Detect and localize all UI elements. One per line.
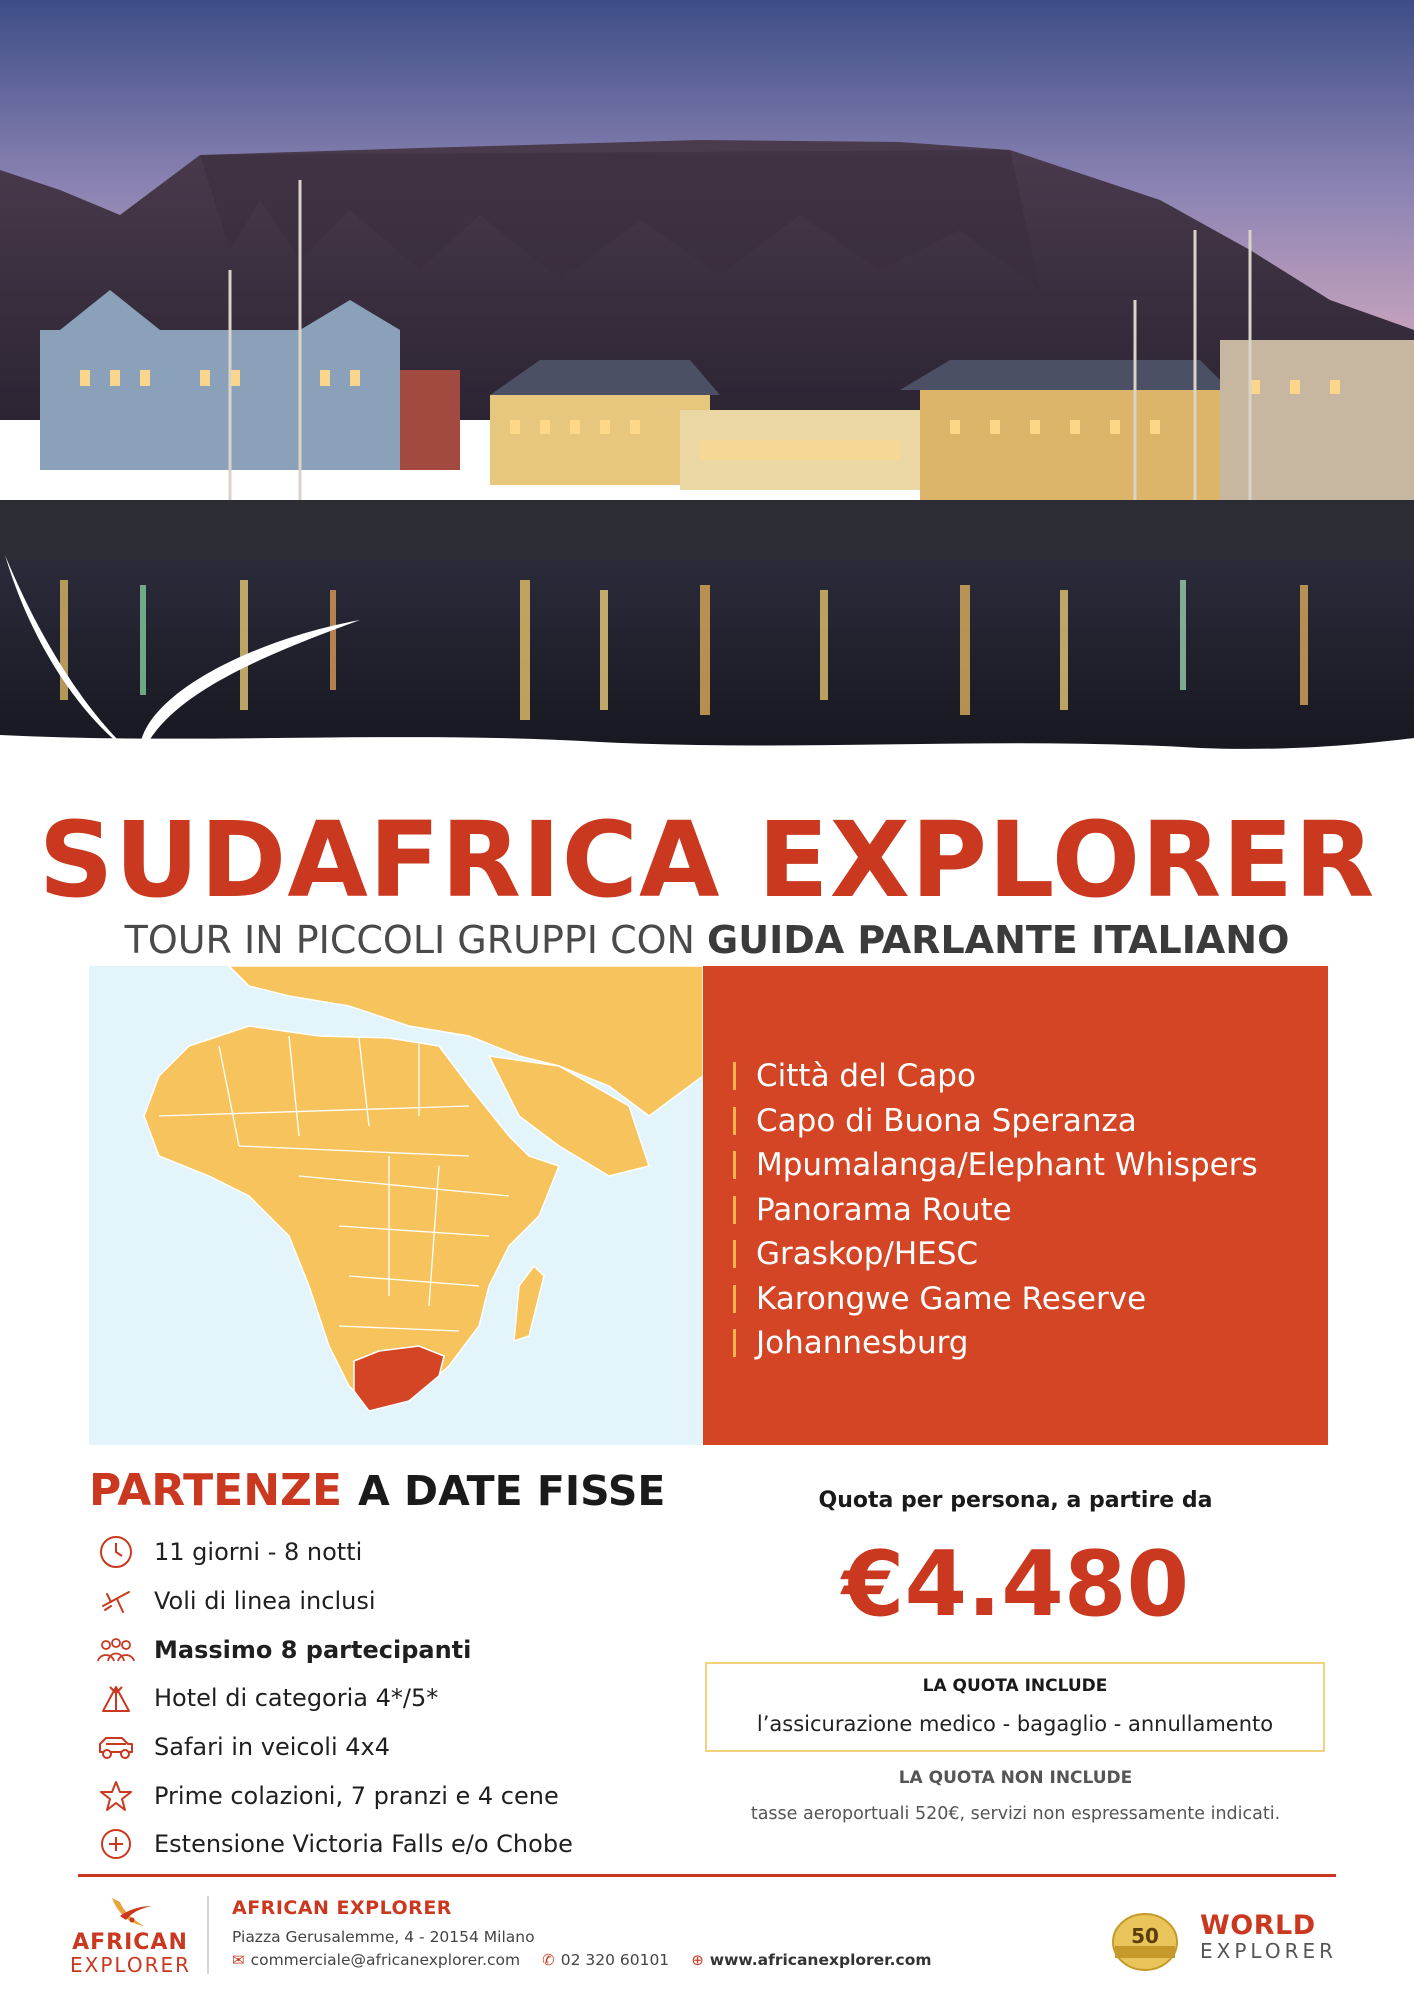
footer-contacts [232,1951,932,1969]
feature-item [96,1723,696,1772]
destination-label: Mpumalanga/Elephant Whispers [756,1147,1258,1184]
price-label: Quota per persona, a partire da [818,1488,1213,1513]
footer-company: AFRICAN EXPLORER [232,1897,452,1919]
destination-label: Panorama Route [756,1191,1012,1228]
departures-title-a: PARTENZE [89,1465,343,1516]
plane-icon [96,1581,136,1621]
page-subtitle [0,916,1414,964]
destination-label: Graskop/HESC [756,1236,979,1273]
feature-text: Hotel di categoria 4*/5* [154,1684,439,1713]
phone-icon: ✆ [542,1951,555,1969]
footer-address: Piazza Gerusalemme, 4 - 20154 Milano [232,1928,535,1946]
feature-text: Voli di linea inclusi [154,1587,376,1616]
africa-map [89,966,703,1445]
tent-icon [96,1678,136,1718]
group-icon [96,1630,136,1670]
plus-circle-icon [96,1824,136,1864]
feature-item [96,1674,696,1723]
departures-title-b: A DATE FISSE [358,1467,666,1515]
destination-item [733,1277,1328,1322]
excludes-title: LA QUOTA NON INCLUDE [898,1768,1133,1788]
feature-item [96,1528,696,1577]
destination-label: Città del Capo [756,1058,976,1095]
feature-text: Estensione Victoria Falls e/o Chobe [154,1830,573,1859]
footer-phone[interactable]: 02 320 60101 [560,1951,670,1969]
includes-box [705,1662,1325,1752]
footer-divider [78,1874,1336,1877]
destination-item [733,1321,1328,1366]
includes-title: LA QUOTA INCLUDE [922,1676,1108,1696]
destination-item [733,1232,1328,1277]
world-explorer-logo [1200,1910,1337,1980]
anniversary-badge [1105,1910,1185,1974]
badge-number: 50 [1131,1924,1159,1948]
feature-text: Massimo 8 partecipanti [154,1635,472,1664]
feature-text: Prime colazioni, 7 pranzi e 4 cene [154,1781,559,1810]
destination-item [733,1054,1328,1099]
subtitle-bold: GUIDA PARLANTE ITALIANO [707,918,1290,962]
partner-line2: EXPLORER [1200,1939,1337,1963]
destination-label: Karongwe Game Reserve [756,1280,1147,1317]
destinations-panel [703,966,1328,1445]
footer-website[interactable]: www.africanexplorer.com [709,1951,932,1969]
destination-label: Capo di Buona Speranza [756,1102,1137,1139]
feature-item [96,1771,696,1820]
feature-item [96,1820,696,1869]
star-icon [96,1776,136,1816]
car-icon [96,1727,136,1767]
email-icon: ✉ [232,1951,245,1969]
destination-item [733,1188,1328,1233]
logo-line2: EXPLORER [70,1953,191,1977]
departures-heading [89,1465,665,1516]
destination-item [733,1099,1328,1144]
feature-text: 11 giorni - 8 notti [154,1538,363,1567]
partner-line1: WORLD [1200,1910,1316,1941]
destination-label: Johannesburg [756,1325,969,1362]
hero-photo [0,0,1414,790]
destination-item [733,1143,1328,1188]
subtitle-regular: TOUR IN PICCOLI GRUPPI CON [124,918,695,962]
clock-icon [96,1532,136,1572]
feature-item [96,1577,696,1626]
includes-text: l’assicurazione medico - bagaglio - annullamento [756,1712,1274,1736]
features-list [96,1528,696,1869]
excludes-text: tasse aeroportuali 520€, servizi non espressamente indicati. [750,1804,1281,1824]
feature-text: Safari in veicoli 4x4 [154,1733,390,1762]
page-title: SUDAFRICA EXPLORER [38,799,1376,921]
price-value: €4.480 [841,1532,1190,1637]
logo-line1: AFRICAN [72,1930,188,1955]
globe-icon: ⊕ [691,1951,704,1969]
feature-item [96,1625,696,1674]
footer-separator [207,1896,209,1974]
footer-email[interactable]: commerciale@africanexplorer.com [250,1951,521,1969]
african-explorer-logo [70,1890,191,1977]
